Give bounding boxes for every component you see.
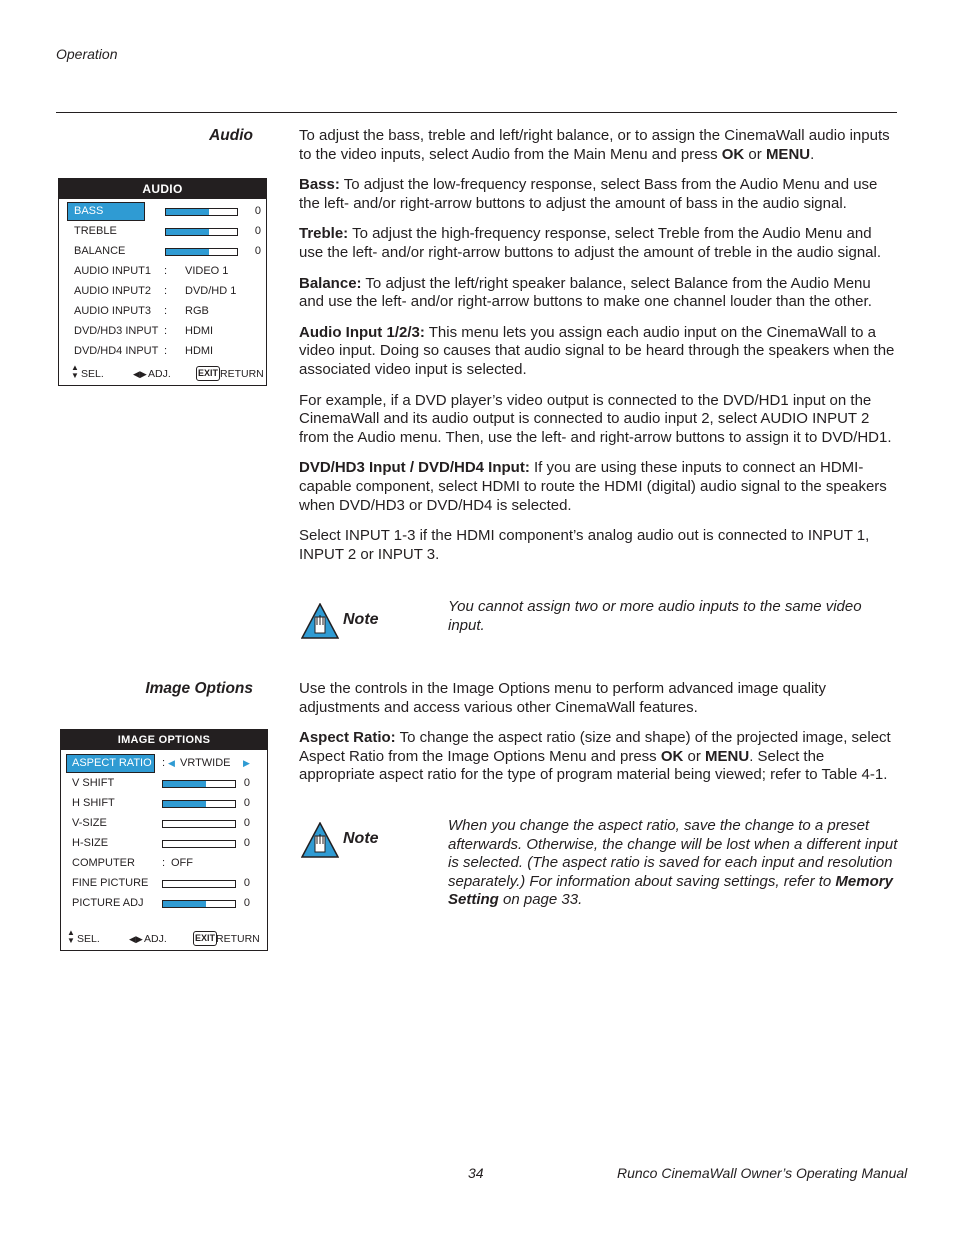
slider-bar[interactable] [165, 208, 238, 216]
image-options-intro: Use the controls in the Image Options menu to perform advanced image quality adjustments and access various other CinemaWall features. [299, 680, 826, 716]
slider-fill [166, 229, 209, 235]
image-slider-label: FINE PICTURE [72, 877, 149, 889]
slider-fill [166, 209, 209, 215]
aspect-ratio-paragraph: Aspect Ratio: To change the aspect ratio (size and shape) of the projected image, select Aspect Ratio from the Image Options Menu and press OK or MENU. Select the appropriate aspect ratio for the type of program material being viewed; refer to Table 4-1. [299, 729, 891, 784]
slider-value: 0 [254, 205, 261, 217]
slider-fill [166, 249, 209, 255]
slider-fill [163, 901, 206, 907]
audio-note-label: Note [343, 611, 379, 628]
image-options-body [299, 680, 899, 785]
audio-option-value: HDMI [185, 325, 214, 337]
audio-option-label: DVD/HD3 INPUT [74, 325, 159, 337]
slider-bar[interactable] [165, 248, 238, 256]
image-slider-label: H SHIFT [72, 797, 115, 809]
slider-bar[interactable] [162, 820, 236, 828]
treble-paragraph: Treble: To adjust the high-frequency response, select Treble from the Audio Menu and use the left- and/or right-arrow buttons to adjust the amount of treble in the audio signal. [299, 225, 882, 261]
slider-value: 0 [243, 877, 250, 889]
image-slider-label: V-SIZE [72, 817, 107, 829]
separator: : [164, 325, 168, 337]
audio-menu [58, 178, 267, 386]
image-options-menu-title: IMAGE OPTIONS [61, 730, 267, 750]
audio-menu-row-bass[interactable] [59, 202, 266, 220]
header-rule [56, 112, 897, 113]
balance-paragraph: Balance: To adjust the left/right speaker balance, select Balance from the Audio Menu and use the left- and/or right-arrow buttons to make one channel louder than the other. [299, 274, 872, 311]
image-menu-footer [67, 930, 263, 948]
slider-bar[interactable] [162, 880, 236, 888]
aspect-ratio-value: VRTWIDE [180, 757, 231, 769]
computer-value: OFF [171, 857, 193, 869]
audio-menu-title: AUDIO [59, 179, 266, 199]
audio-menu-option-row[interactable] [59, 342, 266, 360]
sel-hint: SEL. [77, 933, 100, 945]
slider-bar[interactable] [165, 228, 238, 236]
return-hint: RETURN [216, 933, 260, 945]
audio-note [301, 603, 339, 644]
image-slider-label: PICTURE ADJ [72, 897, 144, 909]
note-hand-icon [301, 603, 339, 639]
slider-value: 0 [254, 225, 261, 237]
manual-title: Runco CinemaWall Owner’s Operating Manual [617, 1165, 908, 1181]
audio-menu-option-row[interactable] [59, 282, 266, 300]
image-slider-label: V SHIFT [72, 777, 115, 789]
audio-body [299, 127, 899, 564]
slider-value: 0 [243, 817, 250, 829]
separator: : [164, 345, 168, 357]
slider-bar[interactable] [162, 800, 236, 808]
computer-label: COMPUTER [72, 857, 135, 869]
audio-menu-label: BALANCE [74, 245, 126, 257]
bass-paragraph: Bass: To adjust the low-frequency response, select Bass from the Audio Menu and use the left- and/or right-arrow buttons to adjust the amount of bass in the audio signal. [299, 176, 878, 212]
slider-bar[interactable] [162, 900, 236, 908]
image-options-note [301, 822, 339, 863]
audio-option-label: AUDIO INPUT2 [74, 285, 152, 297]
image-slider-label: H-SIZE [72, 837, 109, 849]
audio-menu-footer [71, 365, 262, 383]
left-arrow-icon[interactable]: ◀ [168, 758, 175, 768]
right-arrow-icon[interactable]: ▶ [243, 758, 250, 768]
select-input-paragraph: Select INPUT 1-3 if the HDMI component’s analog audio out is connected to INPUT 1, INPUT 2 or INPUT 3. [299, 527, 870, 563]
separator: : [164, 305, 168, 317]
exit-icon: EXIT [196, 366, 220, 381]
slider-value: 0 [243, 897, 250, 909]
page-number: 34 [468, 1165, 484, 1181]
image-menu-slider-row[interactable] [61, 814, 267, 832]
image-note-text: When you change the aspect ratio, save the change to a preset afterwards. Otherwise, the change will be lost when a different input is selected. (The aspect ratio is saved for each input and resolution separately.) For information about saving settings, refer to Memory Setting on page 33. [448, 817, 898, 909]
audio-input-paragraph: Audio Input 1/2/3: This menu lets you assign each audio input on the CinemaWall to a video input. Doing so causes that audio signal to be heard through the speakers when the associated video input is selected. [299, 323, 895, 378]
audio-menu-row-treble[interactable] [59, 222, 266, 240]
left-right-arrow-icon: ◀▶ [133, 369, 147, 379]
image-menu-slider-row[interactable] [61, 874, 267, 892]
up-down-arrow-icon: ▲ ▼ [67, 928, 75, 945]
aspect-ratio-row[interactable] [61, 754, 267, 772]
image-options-menu [60, 729, 268, 951]
audio-menu-option-row[interactable] [59, 262, 266, 280]
separator: : [164, 285, 168, 297]
audio-option-value: HDMI [185, 345, 214, 357]
slider-fill [163, 781, 206, 787]
slider-value: 0 [254, 245, 261, 257]
audio-intro: To adjust the bass, treble and left/right balance, or to assign the CinemaWall audio inputs to the video inputs, select Audio from the Main Menu and press OK or MENU. [299, 127, 890, 163]
audio-option-value: VIDEO 1 [185, 265, 229, 277]
adj-hint: ADJ. [144, 933, 167, 945]
audio-menu-label: BASS [67, 202, 145, 221]
image-options-heading: Image Options [145, 680, 253, 697]
audio-menu-option-row[interactable] [59, 322, 266, 340]
slider-value: 0 [243, 777, 250, 789]
aspect-ratio-label: ASPECT RATIO [66, 754, 155, 773]
audio-option-label: AUDIO INPUT1 [74, 265, 152, 277]
audio-option-value: DVD/HD 1 [185, 285, 237, 297]
audio-heading: Audio [209, 127, 253, 144]
slider-bar[interactable] [162, 780, 236, 788]
audio-note-text: You cannot assign two or more audio inputs to the same video input. [448, 598, 862, 634]
audio-option-label: DVD/HD4 INPUT [74, 345, 159, 357]
exit-icon: EXIT [193, 931, 217, 946]
image-note-label: Note [343, 830, 379, 847]
audio-menu-row-balance[interactable] [59, 242, 266, 260]
separator: : [164, 265, 168, 277]
slider-value: 0 [243, 797, 250, 809]
computer-row[interactable] [61, 854, 267, 872]
slider-bar[interactable] [162, 840, 236, 848]
audio-option-value: RGB [185, 305, 209, 317]
separator: : [162, 857, 166, 869]
example-paragraph: For example, if a DVD player’s video output is connected to the DVD/HD1 input on the CinemaWall and its audio output is connected to audio input 2, select AUDIO INPUT 2 from the Audio menu. Then, use the left- and right-arrow buttons to assign it to DVD/HD1. [299, 391, 892, 446]
audio-option-label: AUDIO INPUT3 [74, 305, 152, 317]
slider-fill [163, 801, 206, 807]
audio-menu-label: TREBLE [74, 225, 117, 237]
image-menu-slider-row[interactable] [61, 774, 267, 792]
separator: : [162, 757, 166, 769]
image-menu-slider-row[interactable] [61, 834, 267, 852]
sel-hint: SEL. [81, 368, 104, 380]
slider-value: 0 [243, 837, 250, 849]
note-hand-icon [301, 822, 339, 858]
running-header: Operation [56, 46, 118, 62]
adj-hint: ADJ. [148, 368, 171, 380]
return-hint: RETURN [220, 368, 264, 380]
image-menu-slider-row[interactable] [61, 894, 267, 912]
up-down-arrow-icon: ▲ ▼ [71, 363, 79, 380]
image-menu-slider-row[interactable] [61, 794, 267, 812]
dvd-input-paragraph: DVD/HD3 Input / DVD/HD4 Input: If you are using these inputs to connect an HDMI-capable component, select HDMI to route the HDMI (digital) audio signal to the speakers when DVD/HD3 or DVD/HD4 is selected. [299, 459, 887, 514]
left-right-arrow-icon: ◀▶ [129, 934, 143, 944]
audio-menu-option-row[interactable] [59, 302, 266, 320]
